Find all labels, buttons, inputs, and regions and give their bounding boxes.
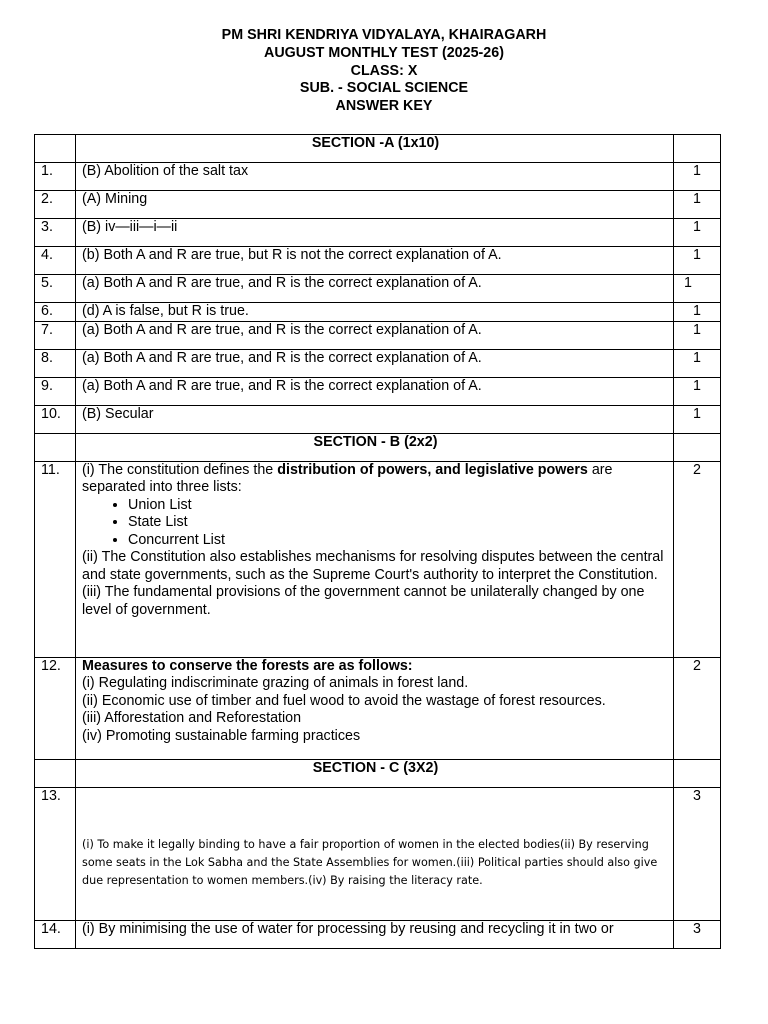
answer-text: (iii) The fundamental provisions of the government cannot be unilaterally changed by one level of government. xyxy=(82,584,645,618)
table-row xyxy=(35,219,721,247)
answer-text: (d) A is false, but R is true. xyxy=(76,303,674,322)
answer-text: (a) Both A and R are true, and R is the correct explanation of A. xyxy=(76,377,674,405)
school-name: PM SHRI KENDRIYA VIDYALAYA, KHAIRAGARH xyxy=(221,27,547,43)
answer-key-table xyxy=(34,134,721,949)
section-a-header-row xyxy=(35,135,721,163)
table-row xyxy=(35,461,721,657)
marks: 1 xyxy=(674,321,721,349)
empty-cell xyxy=(35,135,76,163)
table-row xyxy=(35,657,721,759)
test-name: AUGUST MONTHLY TEST (2025-26) xyxy=(264,44,504,61)
marks: 2 xyxy=(674,657,721,759)
answer-cell xyxy=(76,787,674,920)
marks: 1 xyxy=(674,275,721,303)
marks: 1 xyxy=(674,163,721,191)
answer-text: (iv) Promoting sustainable farming practices xyxy=(82,727,361,744)
table-row xyxy=(35,377,721,405)
answer-text: (i) The constitution defines the xyxy=(82,461,278,478)
answer-text: (a) Both A and R are true, and R is the correct explanation of A. xyxy=(76,321,674,349)
answer-cell xyxy=(76,657,674,759)
marks: 1 xyxy=(674,191,721,219)
answer-text: (A) Mining xyxy=(76,191,674,219)
answer-text: (i) Regulating indiscriminate grazing of animals in forest land. xyxy=(82,675,469,691)
table-row xyxy=(35,349,721,377)
table-row xyxy=(35,787,721,920)
question-number: 7. xyxy=(35,321,76,349)
question-number: 9. xyxy=(35,377,76,405)
marks: 3 xyxy=(674,787,721,920)
answer-text: are separated into three lists: xyxy=(82,461,613,495)
table-row xyxy=(35,191,721,219)
list-item: • State List xyxy=(128,514,669,532)
question-number: 1. xyxy=(35,163,76,191)
table-row xyxy=(35,920,721,948)
marks: 1 xyxy=(674,349,721,377)
marks: 1 xyxy=(674,219,721,247)
table-row xyxy=(35,321,721,349)
question-number: 12. xyxy=(35,657,76,759)
marks: 3 xyxy=(674,920,721,948)
section-c-title: SECTION - C (3X2) xyxy=(76,759,674,787)
answer-text: (B) iv—iii—i—ii xyxy=(76,219,674,247)
doc-type-label: ANSWER KEY xyxy=(335,98,433,115)
section-b-title: SECTION - B (2x2) xyxy=(76,433,674,461)
table-row xyxy=(35,303,721,322)
question-number: 14. xyxy=(35,920,76,948)
question-number: 11. xyxy=(35,461,76,657)
section-c-header-row xyxy=(35,759,721,787)
answer-heading: Measures to conserve the forests are as follows: xyxy=(82,657,413,674)
section-a-title: SECTION -A (1x10) xyxy=(76,135,674,163)
answer-text: (a) Both A and R are true, and R is the correct explanation of A. xyxy=(76,275,674,303)
marks: 1 xyxy=(674,377,721,405)
table-row xyxy=(35,247,721,275)
answer-text: (i) To make it legally binding to have a fair proportion of women in the elected bodies(ii) By reserving some seats in the Lok Sabha and the State Assemblies for women.(iii) Political parties should also give due representation to women members.(iv) By raising the literacy rate. xyxy=(82,837,658,887)
lists-bullets xyxy=(82,497,669,550)
table-row xyxy=(35,405,721,433)
question-number: 10. xyxy=(35,405,76,433)
subject-label: SUB. - SOCIAL SCIENCE xyxy=(299,80,469,97)
answer-text: (b) Both A and R are true, but R is not the correct explanation of A. xyxy=(76,247,674,275)
answer-text: (B) Secular xyxy=(76,405,674,433)
answer-cell xyxy=(76,461,674,657)
table-row xyxy=(35,163,721,191)
marks: 1 xyxy=(674,247,721,275)
answer-text: (ii) The Constitution also establishes mechanisms for resolving disputes between the central and state governments, such as the Supreme Court's authority to interpret the Constitution. xyxy=(82,549,664,583)
empty-cell xyxy=(674,433,721,461)
question-number: 2. xyxy=(35,191,76,219)
answer-text: (i) By minimising the use of water for processing by reusing and recycling it in two or xyxy=(76,920,674,948)
empty-cell xyxy=(35,759,76,787)
class-label: CLASS: X xyxy=(350,62,418,79)
marks: 2 xyxy=(674,461,721,657)
question-number: 4. xyxy=(35,247,76,275)
question-number: 13. xyxy=(35,787,76,920)
answer-bold-text: distribution of powers, and legislative powers xyxy=(277,461,588,478)
question-number: 3. xyxy=(35,219,76,247)
table-row xyxy=(35,275,721,303)
answer-text: (a) Both A and R are true, and R is the correct explanation of A. xyxy=(76,349,674,377)
empty-cell xyxy=(35,433,76,461)
question-number: 6. xyxy=(35,303,76,322)
document-header xyxy=(0,27,768,116)
list-item: • Union List xyxy=(128,497,669,515)
marks: 1 xyxy=(674,405,721,433)
answer-text: (B) Abolition of the salt tax xyxy=(76,163,674,191)
empty-cell xyxy=(674,135,721,163)
answer-text: (iii) Afforestation and Reforestation xyxy=(82,710,302,726)
marks: 1 xyxy=(674,303,721,322)
answer-text: (ii) Economic use of timber and fuel wood to avoid the wastage of forest resources. xyxy=(82,692,606,709)
question-number: 8. xyxy=(35,349,76,377)
list-item: • Concurrent List xyxy=(128,532,669,550)
section-b-header-row xyxy=(35,433,721,461)
empty-cell xyxy=(674,759,721,787)
question-number: 5. xyxy=(35,275,76,303)
